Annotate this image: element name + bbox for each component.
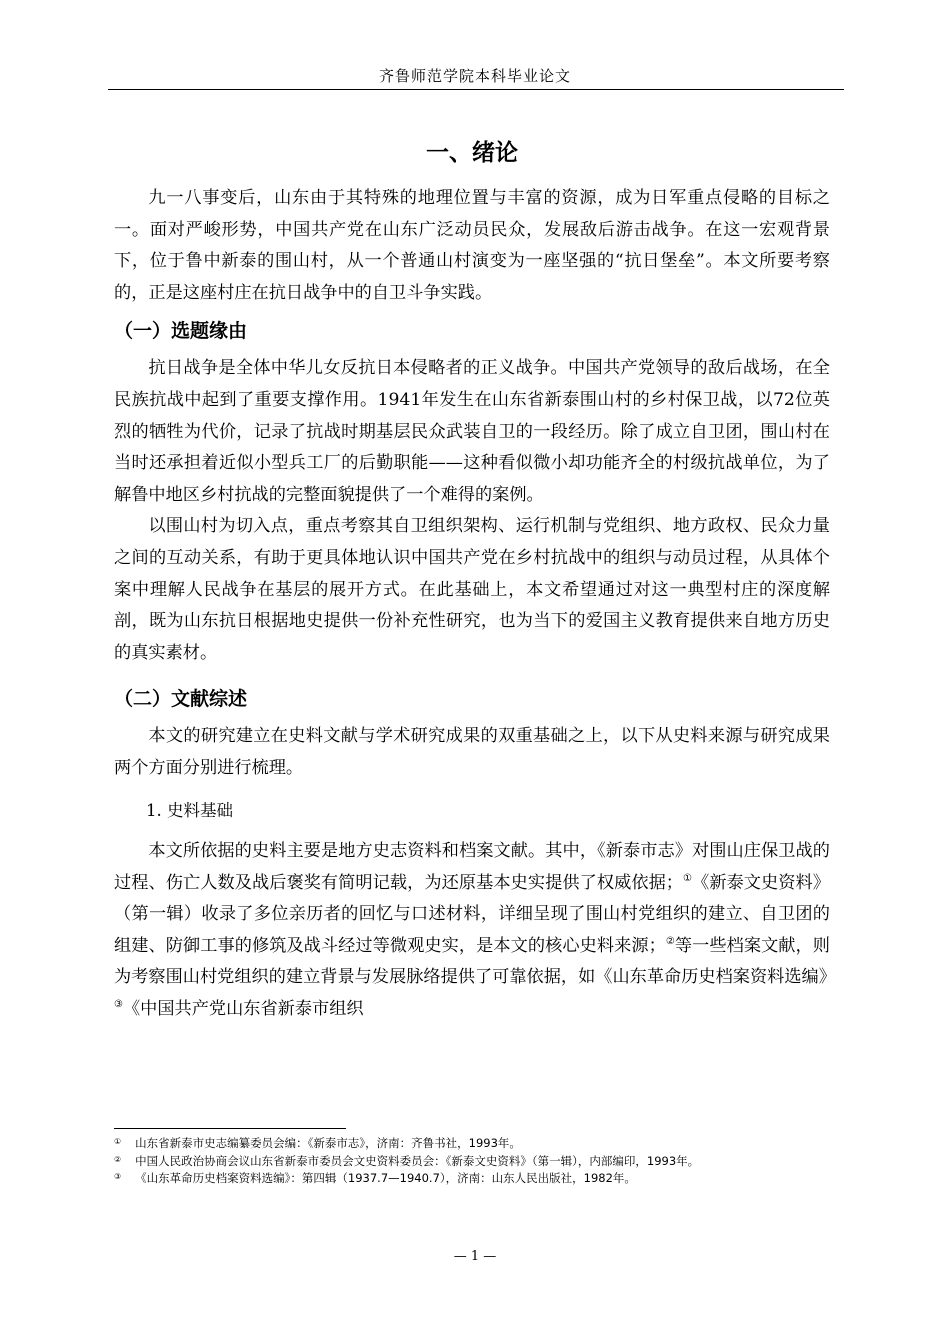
page-number: — 1 — [453,1249,497,1264]
section-heading-topic-rationale: （一）选题缘由 [114,320,248,343]
footnote-ref-3[interactable]: ③ [114,999,123,1011]
footnote-ref-1[interactable]: ① [683,872,693,884]
sources-paragraph [114,836,836,1026]
section-heading-literature-review: （二）文献综述 [114,688,248,711]
chapter-title: 一、绪论 [426,140,518,166]
rationale-paragraph-1: 抗日战争是全体中华儿女反抗日本侵略者的正义战争。中国共产党领导的敌后战场，在全民族抗战中起到了重要支撑作用。1941年发生在山东省新泰围山村的乡村保卫战，以72位英烈的牺牲为代价，记录了抗战时期基层民众武装自卫的一段经历。除了成立自卫团，围山村在当时还承担着近似小型兵工厂的后勤职能——这种看似微小却功能齐全的村级抗战单位，为了解鲁中地区乡村抗战的完整面貌提供了一个难得的案例。 [114,358,830,505]
footnote-text: 中国人民政治协商会议山东省新泰市委员会文史资料委员会：《新泰文史资料》（第一辑），内部编印，1993年。 [135,1153,700,1168]
page-body [114,133,836,1026]
header-divider [108,89,844,90]
intro-paragraph: 九一八事变后，山东由于其特殊的地理位置与丰富的资源，成为日军重点侵略的目标之一。面对严峻形势，中国共产党在山东广泛动员民众，发展敌后游击战争。在这一宏观背景下，位于鲁中新泰的围山村，从一个普通山村演变为一座坚强的“抗日堡垒”。本文所要考察的，正是这座村庄在抗日战争中的自卫斗争实践。 [114,188,830,303]
footnote-1 [114,1134,830,1152]
running-header: 齐鲁师范学院本科毕业论文 [378,67,571,85]
sources-text-d: 《中国共产党山东省新泰市组织 [122,999,364,1020]
footnote-mark: ③ [114,1172,122,1181]
footnote-mark: ② [114,1154,122,1164]
sources-text-a: 本文所依据的史料主要是地方史志资料和档案文献。其中，《新泰市志》对围山庄保卫战的过程、伤亡人数及战后褒奖有简明记载，为还原基本史实提供了权威依据； [114,841,830,893]
footnote-ref-2[interactable]: ② [665,935,675,947]
footnote-mark: ① [114,1137,122,1146]
review-intro-paragraph: 本文的研究建立在史料文献与学术研究成果的双重基础之上，以下从史料来源与研究成果两个方面分别进行梳理。 [114,726,830,778]
footnote-text: 山东省新泰市史志编纂委员会编：《新泰市志》，济南：齐鲁书社，1993年。 [135,1136,521,1150]
footnote-2 [114,1152,830,1170]
footnote-divider [114,1128,346,1129]
sources-text-c: 等一些档案文献，则为考察围山村党组织的建立背景与发展脉络提供了可靠依据，如《山东革命历史档案资料选编》 [114,935,836,988]
footnotes [114,1134,830,1187]
subsection-heading-sources: 1. 史料基础 [146,800,233,820]
rationale-paragraph-2: 以围山村为切入点，重点考察其自卫组织架构、运行机制与党组织、地方政权、民众力量之间的互动关系，有助于更具体地认识中国共产党在乡村抗战中的组织与动员过程，从具体个案中理解人民战争在基层的展开方式。在此基础上，本文希望通过对这一典型村庄的深度解剖，既为山东抗日根据地史提供一份补充性研究，也为当下的爱国主义教育提供来自地方历史的真实素材。 [114,516,830,663]
footnote-3 [114,1169,830,1187]
footnote-text: 《山东革命历史档案资料选编》：第四辑（1937.7—1940.7），济南：山东人民出版社，1982年。 [135,1171,636,1185]
sources-text-b: 《新泰文史资料》（第一辑）收录了多位亲历者的回忆与口述材料，详细呈现了围山村党组织的建立、自卫团的组建、防御工事的修筑及战斗经过等微观史实，是本文的核心史料来源； [114,872,830,956]
